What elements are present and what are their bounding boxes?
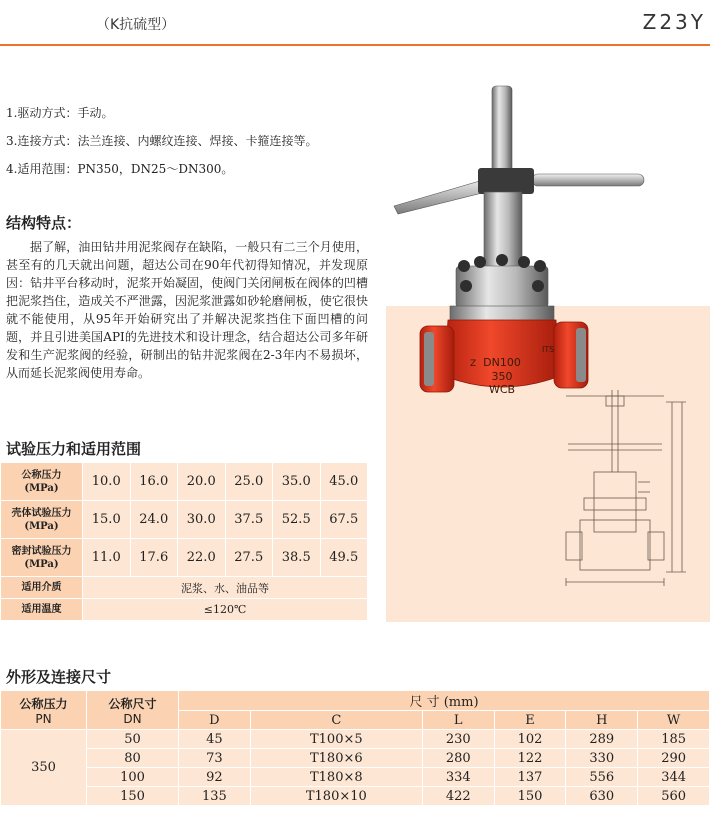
model-number: Z23Y [642,10,706,34]
table-cell: T180×6 [250,749,422,768]
table-cell: 122 [494,749,566,768]
table-cell: ≤120℃ [83,599,368,621]
table-cell: 22.0 [178,539,226,577]
table-cell: 67.5 [320,501,368,539]
table-cell: 92 [179,768,251,787]
table-row [1,539,368,577]
table-cell: 73 [179,749,251,768]
row-label: 适用介质 [1,577,83,599]
valve-mark-left: Z [470,359,477,369]
table-cell: 45 [179,730,251,749]
table-cell: 37.5 [225,501,273,539]
table-cell: 30.0 [178,501,226,539]
table-cell: 38.5 [273,539,321,577]
table-cell: 560 [638,787,710,806]
column-header: 公称尺寸 DN [87,691,179,730]
feature-text: 据了解，油田钻井用泥浆阀存在缺陷，一般只有二三个月使用，甚至有的几天就出问题，超达公司在90年代初得知情况，并发现原因：钻井平台移动时，泥浆开始凝固，使阀门关闭闸板在阀体的凹槽把泥浆挡住，造成关不严泄露，因泥浆泄露如砂轮磨闸板，使它很快就不能使用，从95年开始研究出了并解决泥浆挡住下面凹槽的问题，并且引进美国API的先进技术和设计理念，结合超达公司多年研发和生产泥浆阀的经验，研制出的钻井泥浆阀在2-3年内不易损坏，从而延长泥浆阀使用寿命。 [6,240,368,380]
table-cell: 150 [87,787,179,806]
column-header: C [250,711,422,730]
dimensions-table [0,690,710,806]
pressure-title: 试验压力和适用范围 [6,440,142,458]
table-cell: 16.0 [130,463,178,501]
spec-drive: 1.驱动方式：手动。 [6,106,114,120]
table-cell: 80 [87,749,179,768]
table-row [1,749,710,768]
table-cell: 100 [87,768,179,787]
valve-mark-material: WCB [488,383,516,396]
spec-connection: 3.连接方式：法兰连接、内螺纹连接、焊接、卡箍连接等。 [6,134,318,148]
table-cell: 344 [638,768,710,787]
table-cell: 50 [87,730,179,749]
page-subtitle: （K抗硫型） [96,17,176,33]
row-label: 密封试验压力 (MPa) [1,539,83,577]
row-label: 适用温度 [1,599,83,621]
table-cell: 25.0 [225,463,273,501]
table-cell: 泥浆、水、油品等 [83,577,368,599]
table-cell: 24.0 [130,501,178,539]
table-cell: 230 [422,730,494,749]
table-cell: 27.5 [225,539,273,577]
table-cell: 135 [179,787,251,806]
table-row [1,501,368,539]
table-cell: 330 [566,749,638,768]
table-cell: 150 [494,787,566,806]
table-row [1,577,368,599]
table-cell: 52.5 [273,501,321,539]
column-header: H [566,711,638,730]
spec-range: 4.适用范围：PN350，DN25～DN300。 [6,162,234,176]
table-cell: 350 [1,730,87,806]
table-cell: 10.0 [83,463,131,501]
table-header-row [1,691,710,711]
dimensions-title: 外形及连接尺寸 [6,668,112,686]
table-row [1,787,710,806]
table-cell: 334 [422,768,494,787]
column-header: 公称压力 PN [1,691,87,730]
table-cell: 290 [638,749,710,768]
table-cell: 289 [566,730,638,749]
table-cell: 102 [494,730,566,749]
table-cell: 15.0 [83,501,131,539]
table-cell: 17.6 [130,539,178,577]
table-cell: 185 [638,730,710,749]
table-cell: 630 [566,787,638,806]
table-cell: 280 [422,749,494,768]
table-row [1,768,710,787]
table-row [1,599,368,621]
valve-mark-right: ITS [542,345,555,354]
valve-photo [386,80,710,422]
column-header: E [494,711,566,730]
table-row [1,730,710,749]
table-cell: 49.5 [320,539,368,577]
column-header: D [179,711,251,730]
column-header: 尺 寸 (mm) [179,691,710,711]
table-cell: 45.0 [320,463,368,501]
table-cell: 35.0 [273,463,321,501]
table-row [1,463,368,501]
column-header: W [638,711,710,730]
valve-mark-dn: DN100 [483,356,521,369]
table-cell: T180×10 [250,787,422,806]
pressure-table [0,462,368,621]
table-cell: 422 [422,787,494,806]
feature-title: 结构特点： [6,214,82,232]
valve-mark-pn: 350 [491,370,513,383]
row-label: 公称压力 (MPa) [1,463,83,501]
table-cell: 11.0 [83,539,131,577]
table-cell: T100×5 [250,730,422,749]
table-cell: 137 [494,768,566,787]
column-header: L [422,711,494,730]
row-label: 壳体试验压力 (MPa) [1,501,83,539]
technical-drawing [554,382,710,608]
header-divider [0,44,710,46]
table-cell: 20.0 [178,463,226,501]
table-cell: 556 [566,768,638,787]
table-cell: T180×8 [250,768,422,787]
